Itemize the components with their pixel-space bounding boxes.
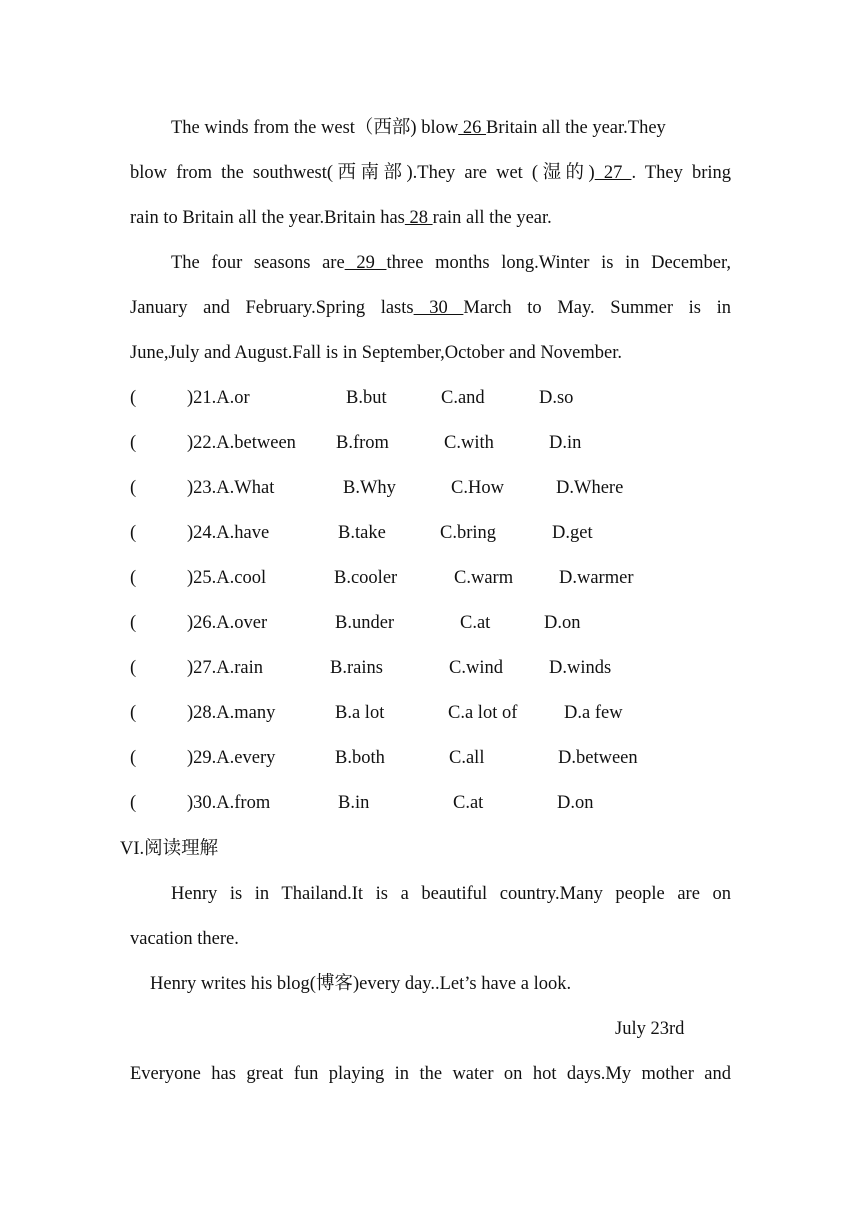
option-c: C.bring	[440, 523, 497, 543]
blank-30: 30	[413, 298, 464, 318]
question-row	[130, 704, 731, 726]
option-d: D.a few	[564, 703, 623, 723]
answer-paren: (	[130, 613, 137, 633]
reading-line: Henry is in Thailand.It is a beautiful country.Many people are on	[171, 884, 731, 904]
option-d: D.warmer	[559, 568, 634, 588]
question-number-option-a: )25.A.cool	[187, 568, 267, 588]
reading-line: Everyone has great fun playing in the water on hot days.My mother and	[130, 1064, 731, 1084]
option-c: C.a lot of	[448, 703, 518, 723]
question-number-option-a: )30.A.from	[187, 793, 271, 813]
reading-line: Henry writes his blog(博客)every day..Let’s have a look.	[150, 974, 572, 994]
question-number-option-a: )22.A.between	[187, 433, 296, 453]
option-b: B.rains	[330, 658, 383, 678]
option-d: D.so	[539, 388, 574, 408]
question-row	[130, 524, 731, 546]
question-number-option-a: )21.A.or	[187, 388, 250, 408]
question-number-option-a: )28.A.many	[187, 703, 276, 723]
option-d: D.in	[549, 433, 582, 453]
blank-27: 27	[594, 163, 632, 183]
option-c: C.with	[444, 433, 494, 453]
passage-line: The winds from the west（西部) blow 26 Britain all the year.They	[171, 118, 666, 138]
answer-paren: (	[130, 748, 137, 768]
option-d: D.on	[557, 793, 594, 813]
option-c: C.all	[449, 748, 485, 768]
option-b: B.in	[338, 793, 370, 813]
question-number-option-a: )23.A.What	[187, 478, 275, 498]
answer-paren: (	[130, 523, 137, 543]
question-number-option-a: )24.A.have	[187, 523, 270, 543]
answer-paren: (	[130, 703, 137, 723]
option-b: B.take	[338, 523, 386, 543]
answer-paren: (	[130, 478, 137, 498]
question-row	[130, 479, 731, 501]
passage-line: June,July and August.Fall is in September,October and November.	[130, 343, 623, 363]
blank-26: 26	[458, 118, 486, 138]
option-c: C.How	[451, 478, 504, 498]
option-b: B.under	[335, 613, 395, 633]
question-row	[130, 614, 731, 636]
question-row	[130, 569, 731, 591]
blog-date: July 23rd	[615, 1019, 685, 1039]
option-b: B.cooler	[334, 568, 398, 588]
question-row	[130, 659, 731, 681]
passage-line: The four seasons are 29 three months long.Winter is in December,	[171, 253, 732, 273]
option-b: B.Why	[343, 478, 396, 498]
question-row	[130, 749, 731, 771]
question-row	[130, 434, 731, 456]
option-c: C.wind	[449, 658, 503, 678]
answer-paren: (	[130, 433, 137, 453]
option-c: C.warm	[454, 568, 514, 588]
option-c: C.at	[460, 613, 491, 633]
option-d: D.winds	[549, 658, 612, 678]
question-number-option-a: )29.A.every	[187, 748, 276, 768]
reading-line: vacation there.	[130, 929, 239, 949]
option-d: D.Where	[556, 478, 624, 498]
question-number-option-a: )27.A.rain	[187, 658, 264, 678]
question-row	[130, 389, 731, 411]
section-heading: VI.阅读理解	[120, 839, 219, 859]
answer-paren: (	[130, 793, 137, 813]
option-b: B.both	[335, 748, 385, 768]
blank-29: 29	[344, 253, 387, 273]
blank-28: 28	[404, 208, 433, 228]
option-c: C.at	[453, 793, 484, 813]
option-b: B.a lot	[335, 703, 385, 723]
answer-paren: (	[130, 388, 137, 408]
option-c: C.and	[441, 388, 485, 408]
passage-line: January and February.Spring lasts 30 March to May. Summer is in	[130, 298, 731, 318]
passage-line: rain to Britain all the year.Britain has 28 rain all the year.	[130, 208, 552, 228]
answer-paren: (	[130, 568, 137, 588]
answer-paren: (	[130, 658, 137, 678]
option-d: D.between	[558, 748, 638, 768]
option-d: D.on	[544, 613, 581, 633]
option-b: B.from	[336, 433, 389, 453]
passage-line: blow from the southwest(西南部).They are wet (湿的) 27 . They bring	[130, 163, 732, 183]
option-b: B.but	[346, 388, 387, 408]
question-number-option-a: )26.A.over	[187, 613, 268, 633]
option-d: D.get	[552, 523, 593, 543]
question-row	[130, 794, 731, 816]
